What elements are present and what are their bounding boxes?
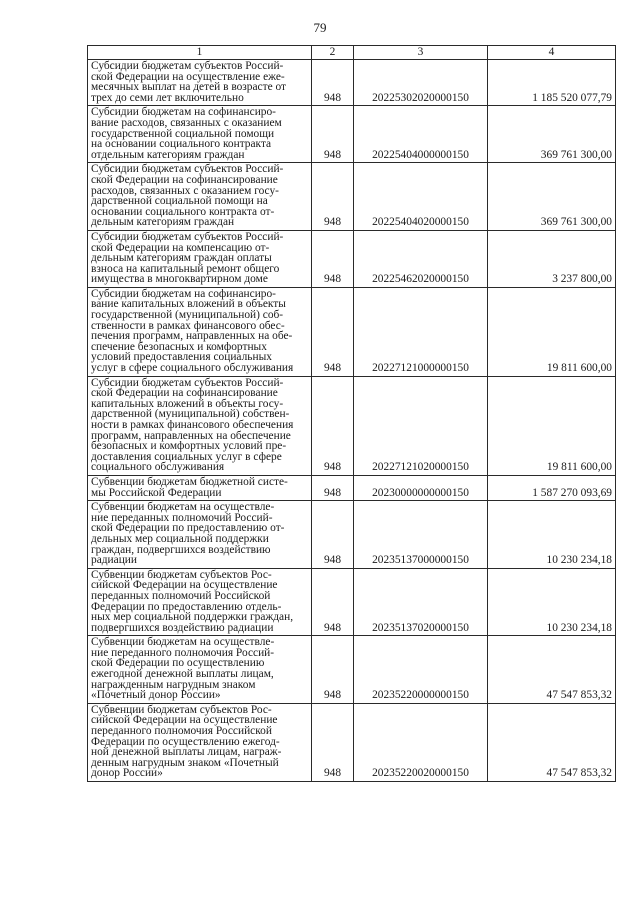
row-budget-code: 20227121000000150 (354, 287, 488, 376)
table-row (88, 376, 616, 475)
row-admin-code: 948 (312, 703, 354, 781)
row-budget-code: 20235220000000150 (354, 636, 488, 704)
table-row (88, 106, 616, 163)
page-number: 79 (313, 20, 327, 35)
table-row (88, 636, 616, 704)
row-amount: 1 185 520 077,79 (488, 60, 616, 106)
header-row (88, 46, 616, 60)
row-description: Субвенции бюджетам бюджетной систе- мы Российской Федерации (88, 475, 312, 500)
table-body (88, 60, 616, 782)
row-admin-code: 948 (312, 230, 354, 287)
table-header (88, 46, 616, 60)
table-row (88, 287, 616, 376)
row-admin-code: 948 (312, 106, 354, 163)
table-row (88, 475, 616, 500)
row-description: Субсидии бюджетам субъектов Россий- ской Федерации на софинансирование капитальных вложений в объекты госу- дарственной (муниципальной) собствен- ности в рамках финансового обеспечения программ, направленных на обеспечение безопасных и комфортных условий пре- доставления социальных услуг в сфере социального обслуживания (88, 376, 312, 475)
revenue-table (87, 45, 616, 782)
row-amount: 369 761 300,00 (488, 106, 616, 163)
table-row (88, 163, 616, 231)
row-admin-code: 948 (312, 376, 354, 475)
row-admin-code: 948 (312, 60, 354, 106)
table-row (88, 568, 616, 636)
row-description: Субсидии бюджетам субъектов Россий- ской Федерации на осуществление еже- месячных выплат на детей в возрасте от трех до семи лет включительно (88, 60, 312, 106)
row-description: Субвенции бюджетам на осуществле- ние переданного полномочия Россий- ской Федерации по осуществлению ежегодной денежной выплаты лицам, награжденным нагрудным знаком «Почетный донор России» (88, 636, 312, 704)
row-budget-code: 20230000000000150 (354, 475, 488, 500)
row-budget-code: 20235137000000150 (354, 501, 488, 569)
row-budget-code: 20227121020000150 (354, 376, 488, 475)
row-budget-code: 20225404000000150 (354, 106, 488, 163)
row-admin-code: 948 (312, 501, 354, 569)
row-budget-code: 20225462020000150 (354, 230, 488, 287)
row-description: Субвенции бюджетам на осуществле- ние переданных полномочий Россий- ской Федерации по предоставлению от- дельных мер социальной поддержки граждан, подвергшихся воздействию радиации (88, 501, 312, 569)
row-amount: 47 547 853,32 (488, 636, 616, 704)
row-description: Субвенции бюджетам субъектов Рос- сийской Федерации на осуществление переданного полномочия Российской Федерации по осуществлению ежегод- ной денежной выплаты лицам, награж- денным нагрудным знаком «Почетный донор России» (88, 703, 312, 781)
row-description: Субсидии бюджетам на софинансиро- вание расходов, связанных с оказанием государственной социальной помощи на основании социального контракта отдельным категориям граждан (88, 106, 312, 163)
row-budget-code: 20225404020000150 (354, 163, 488, 231)
table-row (88, 230, 616, 287)
row-description: Субсидии бюджетам субъектов Россий- ской Федерации на софинансирование расходов, связанных с оказанием госу- дарственной социальной помощи на основании социального контракта от- дельным категориям граждан (88, 163, 312, 231)
row-amount: 19 811 600,00 (488, 376, 616, 475)
column-header-2: 2 (312, 46, 354, 60)
row-admin-code: 948 (312, 163, 354, 231)
column-header-3: 3 (354, 46, 488, 60)
row-admin-code: 948 (312, 287, 354, 376)
column-header-1: 1 (88, 46, 312, 60)
row-admin-code: 948 (312, 568, 354, 636)
row-amount: 10 230 234,18 (488, 501, 616, 569)
column-header-4: 4 (488, 46, 616, 60)
row-budget-code: 20225302020000150 (354, 60, 488, 106)
row-budget-code: 20235220020000150 (354, 703, 488, 781)
table-row (88, 703, 616, 781)
row-admin-code: 948 (312, 636, 354, 704)
row-description: Субвенции бюджетам субъектов Рос- сийской Федерации на осуществление переданных полномочий Российской Федерации по предоставлению отдель- ных мер социальной поддержки граждан, подвергшихся воздействию радиации (88, 568, 312, 636)
row-budget-code: 20235137020000150 (354, 568, 488, 636)
row-amount: 10 230 234,18 (488, 568, 616, 636)
row-amount: 3 237 800,00 (488, 230, 616, 287)
row-description: Субсидии бюджетам на софинансиро- вание капитальных вложений в объекты государственной (муниципальной) соб- ственности в рамках финансового обес- печения программ, направленных на обе- спечение безопасных и комфортных условий предоставления социальных услуг в сфере социального обслуживания (88, 287, 312, 376)
row-amount: 19 811 600,00 (488, 287, 616, 376)
row-amount: 1 587 270 093,69 (488, 475, 616, 500)
row-amount: 369 761 300,00 (488, 163, 616, 231)
table-row (88, 501, 616, 569)
row-description: Субсидии бюджетам субъектов Россий- ской Федерации на компенсацию от- дельным категориям граждан оплаты взноса на капитальный ремонт общего имущества в многоквартирном доме (88, 230, 312, 287)
row-amount: 47 547 853,32 (488, 703, 616, 781)
row-admin-code: 948 (312, 475, 354, 500)
table-row (88, 60, 616, 106)
